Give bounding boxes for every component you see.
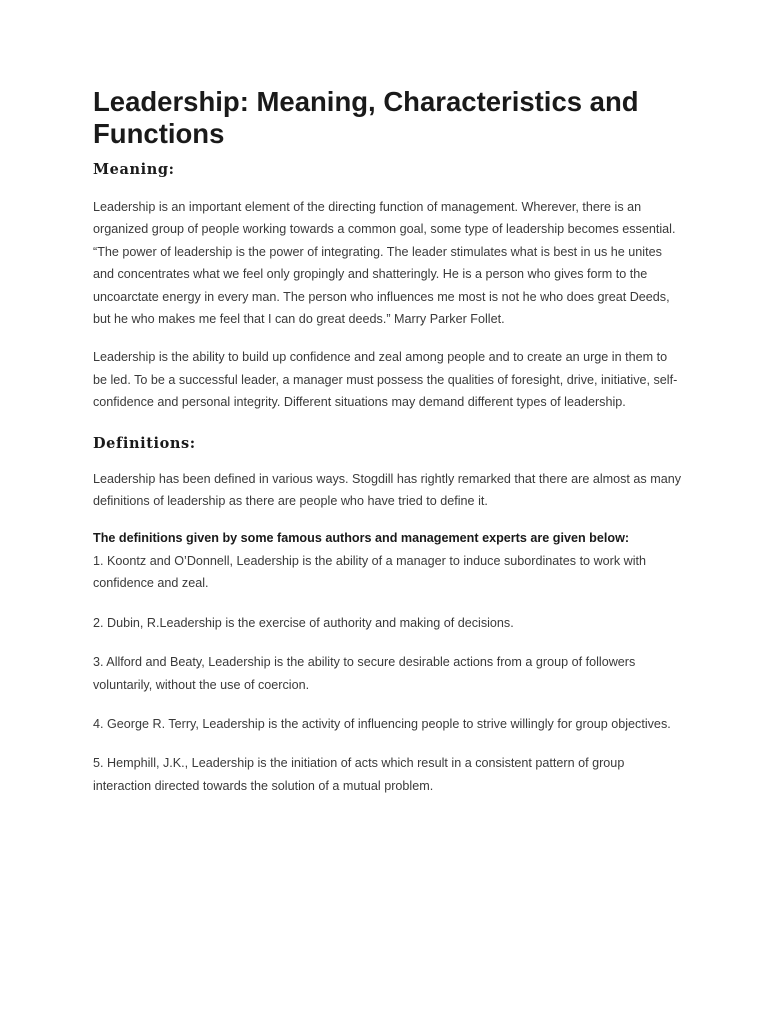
document-page [93, 86, 683, 797]
definition-item-4: 4. George R. Terry, Leadership is the activity of influencing people to strive willingly for group objectives. [93, 716, 671, 731]
definition-item-1: 1. Koontz and O’Donnell, Leadership is the ability of a manager to induce subordinates to work with confidence and zeal. [93, 553, 647, 591]
meaning-paragraph-1: Leadership is an important element of the directing function of management. Wherever, there is an organized group of people working towards a common goal, some type of leadership becomes essential. “The power of leadership is the power of integrating. The leader stimulates what is best in us he unites and concentrates what we feel only gropingly and shatteringly. He is a person who gives form to the uncoarctate energy in every man. The person who influences me most is not he who does great Deeds, but he who makes me feel that I can do great deeds.” Marry Parker Follet. [93, 200, 676, 327]
definition-item-5: 5. Hemphill, J.K., Leadership is the initiation of acts which result in a consistent pattern of group interaction directed towards the solution of a mutual problem. [93, 756, 625, 793]
section-heading-definitions: Definitions: [93, 434, 196, 452]
definitions-intro-paragraph: Leadership has been defined in various ways. Stogdill has rightly remarked that there are almost as many definitions of leadership as there are people who have tried to define it. [93, 471, 682, 509]
definition-item-3: 3. Allford and Beaty, Leadership is the ability to secure desirable actions from a group of followers voluntarily, without the use of coercion. [93, 655, 636, 692]
definitions-list-intro: The definitions given by some famous authors and management experts are given below: [93, 531, 630, 546]
meaning-paragraph-2: Leadership is the ability to build up confidence and zeal among people and to create an urge in them to be led. To be a successful leader, a manager must possess the qualities of foresight, drive, initiative, self-confidence and personal integrity. Different situations may demand different types of leadership. [93, 350, 678, 410]
definition-item-2: 2. Dubin, R.Leadership is the exercise of authority and making of decisions. [93, 615, 514, 630]
page-title: Leadership: Meaning, Characteristics and Functions [93, 86, 639, 149]
definitions-list [93, 527, 683, 797]
section-heading-meaning: Meaning: [93, 161, 175, 178]
